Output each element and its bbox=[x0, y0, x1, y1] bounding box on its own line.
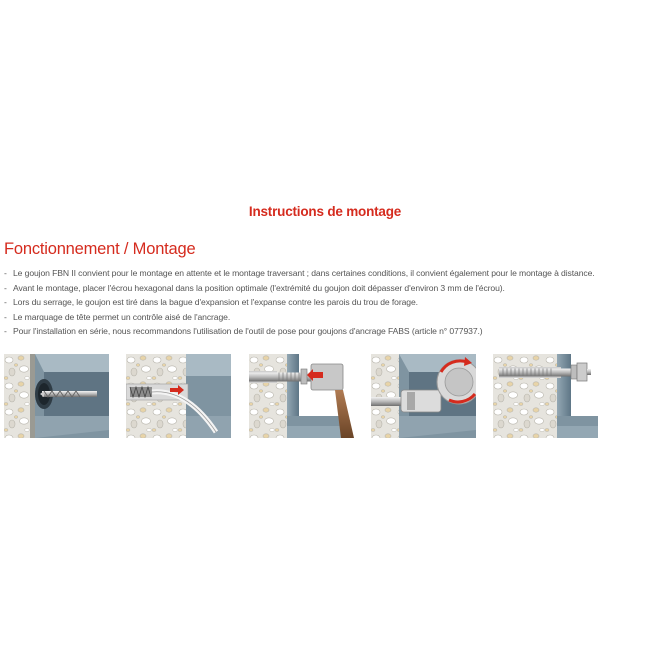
instruction-item: - Le goujon FBN II convient pour le montage en attente et le montage traversant ; dans certaines conditions, il convient également pour le montage à distance. bbox=[4, 268, 595, 278]
instruction-item: - Pour l'installation en série, nous recommandons l'utilisation de l'outil de pose pour goujons d'ancrage FABS (article n° 077937.) bbox=[4, 326, 483, 336]
instruction-item: - Lors du serrage, le goujon est tiré dans la bague d'expansion et l'expanse contre les parois du trou de forage. bbox=[4, 297, 418, 307]
section-title: Fonctionnement / Montage bbox=[4, 240, 196, 258]
hammering-anchor-step-icon bbox=[249, 354, 354, 438]
instruction-item: - Avant le montage, placer l'écrou hexagonal dans la position optimale (l'extrémité du goujon doit dépasser d'environ 3 mm de l'écrou). bbox=[4, 282, 505, 293]
instruction-list bbox=[4, 266, 650, 339]
installed-anchor-step-icon bbox=[493, 354, 598, 438]
instruction-item: - Le marquage de tête permet un contrôle aisé de l'ancrage. bbox=[4, 311, 231, 322]
page-title: Instructions de montage bbox=[248, 204, 402, 219]
installation-steps bbox=[0, 354, 650, 438]
cleaning-hole-step-icon bbox=[126, 354, 231, 438]
drilling-step-icon bbox=[4, 354, 109, 438]
tightening-nut-step-icon bbox=[371, 354, 476, 438]
